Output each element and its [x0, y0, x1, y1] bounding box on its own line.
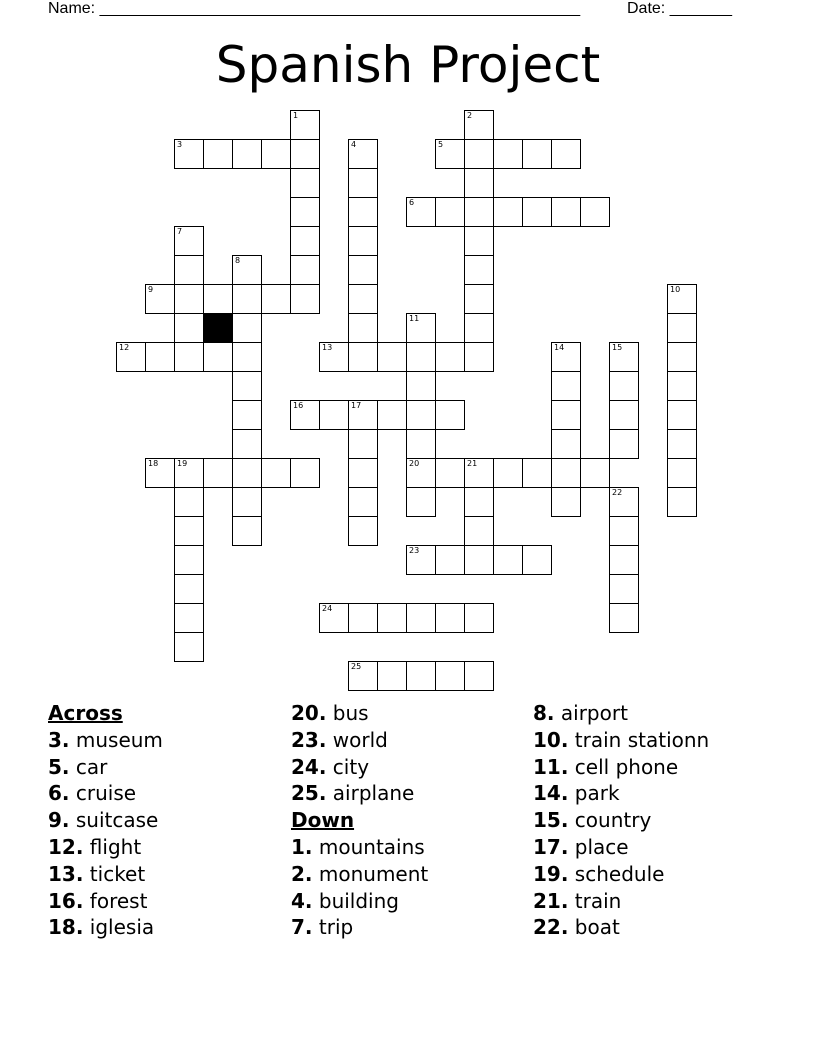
crossword-cell[interactable]: [348, 603, 378, 633]
crossword-cell[interactable]: [522, 458, 552, 488]
clue-item: [48, 807, 163, 834]
crossword-cell[interactable]: [232, 516, 262, 546]
clue-item: [291, 834, 428, 861]
crossword-cell[interactable]: [464, 661, 494, 691]
clue-heading: Across: [48, 701, 123, 725]
crossword-cell[interactable]: [174, 487, 204, 517]
crossword-cell[interactable]: [348, 197, 378, 227]
crossword-cell[interactable]: [435, 342, 465, 372]
crossword-cell[interactable]: [261, 139, 291, 169]
clue-item-text: iglesia: [89, 915, 155, 940]
clue-item-number: 22.: [533, 915, 569, 940]
clue-item-number: 6.: [48, 781, 70, 806]
clue-item-text: schedule: [574, 861, 665, 886]
crossword-cell[interactable]: [232, 255, 262, 285]
crossword-cell[interactable]: [609, 516, 639, 546]
crossword-cell[interactable]: [319, 342, 349, 372]
clue-item-text: cruise: [75, 781, 137, 806]
crossword-cell[interactable]: [464, 487, 494, 517]
crossword-cell[interactable]: [145, 342, 175, 372]
crossword-cell[interactable]: [406, 400, 436, 430]
clue-item: [48, 888, 163, 915]
clue-item-number: 4.: [291, 888, 313, 913]
clue-item-number: 11.: [533, 754, 569, 779]
crossword-cell[interactable]: [348, 139, 378, 169]
crossword-cell[interactable]: [406, 545, 436, 575]
clue-item-number: 23.: [291, 727, 327, 752]
crossword-cell[interactable]: [609, 371, 639, 401]
crossword-cell[interactable]: [116, 342, 146, 372]
crossword-cell[interactable]: [348, 400, 378, 430]
clue-item: [291, 700, 428, 727]
crossword-cell[interactable]: [348, 284, 378, 314]
crossword-cell[interactable]: [493, 545, 523, 575]
crossword-cell[interactable]: [174, 516, 204, 546]
clue-number: 16: [293, 401, 304, 410]
clue-item: [48, 727, 163, 754]
crossword-cell[interactable]: [232, 487, 262, 517]
crossword-cell[interactable]: [435, 400, 465, 430]
clue-item-number: 24.: [291, 754, 327, 779]
crossword-cell[interactable]: [145, 284, 175, 314]
clue-number: 11: [409, 314, 420, 323]
crossword-cell[interactable]: [145, 458, 175, 488]
crossword-cell[interactable]: [464, 458, 494, 488]
clue-item-number: 3.: [48, 727, 70, 752]
clue-number: 1: [293, 111, 299, 120]
clue-item: [533, 727, 709, 754]
clue-item-text: city: [332, 754, 370, 779]
crossword-cell[interactable]: [551, 139, 581, 169]
crossword-cell[interactable]: [203, 139, 233, 169]
clue-item-text: park: [574, 781, 620, 806]
clue-heading: Down: [291, 808, 355, 833]
clue-item-text: car: [75, 754, 108, 779]
crossword-cell[interactable]: [348, 168, 378, 198]
clue-column-2: [291, 700, 428, 941]
crossword-cell[interactable]: [348, 226, 378, 256]
crossword-cell[interactable]: [203, 458, 233, 488]
crossword-cell[interactable]: [261, 284, 291, 314]
crossword-cell[interactable]: [406, 371, 436, 401]
crossword-cell[interactable]: [609, 545, 639, 575]
crossword-cell[interactable]: [667, 313, 697, 343]
crossword-cell[interactable]: [348, 661, 378, 691]
clue-item: [291, 914, 428, 941]
clue-item-text: mountains: [318, 834, 425, 859]
crossword-cell[interactable]: [609, 487, 639, 517]
crossword-cell[interactable]: [464, 139, 494, 169]
clue-number: 4: [351, 140, 357, 149]
crossword-cell[interactable]: [667, 458, 697, 488]
crossword-cell[interactable]: [406, 429, 436, 459]
crossword-cell[interactable]: [464, 313, 494, 343]
crossword-cell[interactable]: [435, 545, 465, 575]
crossword-cell[interactable]: [290, 110, 320, 140]
crossword-cell[interactable]: [435, 139, 465, 169]
crossword-cell[interactable]: [174, 139, 204, 169]
clue-item-text: trip: [318, 915, 354, 940]
clue-number: 21: [467, 459, 478, 468]
crossword-cell[interactable]: [464, 545, 494, 575]
clue-item-text: cell phone: [574, 754, 679, 779]
clue-item-number: 21.: [533, 888, 569, 913]
crossword-cell[interactable]: [667, 342, 697, 372]
clue-item: [48, 834, 163, 861]
crossword-cell[interactable]: [174, 226, 204, 256]
clue-item-text: bus: [332, 701, 369, 725]
crossword-cell[interactable]: [406, 661, 436, 691]
clue-number: 2: [467, 111, 473, 120]
clue-item-number: 16.: [48, 888, 84, 913]
crossword-cell[interactable]: [319, 603, 349, 633]
clue-item-text: train: [574, 888, 622, 913]
clue-number: 15: [612, 343, 623, 352]
crossword-cell[interactable]: [232, 400, 262, 430]
clue-item-number: 15.: [533, 808, 569, 833]
crossword-cell[interactable]: [609, 400, 639, 430]
clue-item: [533, 888, 709, 915]
clue-number: 20: [409, 459, 420, 468]
crossword-cell[interactable]: [580, 197, 610, 227]
clue-item-text: world: [332, 727, 388, 752]
clue-item-text: forest: [89, 888, 148, 913]
crossword-cell[interactable]: [174, 313, 204, 343]
crossword-cell[interactable]: [377, 661, 407, 691]
crossword-cell[interactable]: [377, 400, 407, 430]
crossword-cell[interactable]: [464, 603, 494, 633]
crossword-cell[interactable]: [174, 603, 204, 633]
clue-item-text: museum: [75, 727, 163, 752]
crossword-cell[interactable]: [232, 284, 262, 314]
crossword-cell[interactable]: [174, 574, 204, 604]
clue-number: 5: [438, 140, 444, 149]
crossword-cell[interactable]: [290, 197, 320, 227]
crossword-cell[interactable]: [551, 371, 581, 401]
date-field-label: Date: _______: [627, 0, 732, 17]
crossword-cell[interactable]: [290, 458, 320, 488]
clue-item: [48, 914, 163, 941]
crossword-cell[interactable]: [348, 342, 378, 372]
clue-item-number: 5.: [48, 754, 70, 779]
crossword-cell[interactable]: [551, 458, 581, 488]
crossword-cell[interactable]: [667, 371, 697, 401]
clue-number: 19: [177, 459, 188, 468]
clue-number: 12: [119, 343, 130, 352]
crossword-cell[interactable]: [464, 516, 494, 546]
crossword-cell[interactable]: [522, 545, 552, 575]
clue-item: [533, 754, 709, 781]
clue-item: [533, 807, 709, 834]
crossword-cell[interactable]: [290, 284, 320, 314]
crossword-cell[interactable]: [551, 197, 581, 227]
crossword-cell[interactable]: [174, 255, 204, 285]
crossword-cell[interactable]: [551, 400, 581, 430]
clue-item: [291, 888, 428, 915]
crossword-cell[interactable]: [580, 458, 610, 488]
page-title: Spanish Project: [215, 36, 601, 94]
clue-item-number: 9.: [48, 808, 70, 833]
clue-item-number: 1.: [291, 834, 313, 859]
clue-item: [291, 754, 428, 781]
crossword-cell[interactable]: [406, 313, 436, 343]
crossword-cell[interactable]: [406, 458, 436, 488]
crossword-cell[interactable]: [203, 342, 233, 372]
crossword-cell[interactable]: [232, 429, 262, 459]
crossword-cell[interactable]: [406, 603, 436, 633]
crossword-cell[interactable]: [522, 139, 552, 169]
clue-item: [291, 727, 428, 754]
crossword-cell[interactable]: [464, 226, 494, 256]
crossword-cell[interactable]: [261, 458, 291, 488]
clue-item-number: 17.: [533, 834, 569, 859]
clue-number: 6: [409, 198, 415, 207]
clue-item-number: 25.: [291, 781, 327, 806]
crossword-cell[interactable]: [435, 661, 465, 691]
crossword-cell[interactable]: [435, 603, 465, 633]
crossword-cell[interactable]: [290, 255, 320, 285]
clue-item-number: 8.: [533, 701, 555, 725]
crossword-cell[interactable]: [667, 400, 697, 430]
clue-number: 25: [351, 662, 362, 671]
crossword-cell[interactable]: [667, 284, 697, 314]
crossword-cell[interactable]: [174, 632, 204, 662]
crossword-cell[interactable]: [551, 342, 581, 372]
clue-item: [48, 861, 163, 888]
clue-number: 7: [177, 227, 183, 236]
crossword-cell[interactable]: [232, 371, 262, 401]
crossword-cell[interactable]: [232, 313, 262, 343]
crossword-cell[interactable]: [377, 603, 407, 633]
crossword-cell[interactable]: [348, 458, 378, 488]
clue-item: [533, 834, 709, 861]
clue-number: 3: [177, 140, 183, 149]
clue-item-number: 10.: [533, 727, 569, 752]
clue-item-number: 19.: [533, 861, 569, 886]
crossword-cell[interactable]: [174, 342, 204, 372]
crossword-cell[interactable]: [493, 139, 523, 169]
clue-item-text: boat: [574, 915, 620, 940]
crossword-cell[interactable]: [232, 139, 262, 169]
clue-item: [291, 780, 428, 807]
clue-item-number: 13.: [48, 861, 84, 886]
clue-column-1: [48, 700, 163, 941]
clue-item-text: monument: [318, 861, 429, 886]
clue-item: [533, 700, 709, 727]
clue-item-text: place: [574, 834, 629, 859]
clue-number: 22: [612, 488, 623, 497]
crossword-cell[interactable]: [290, 168, 320, 198]
clue-item-text: suitcase: [75, 808, 159, 833]
crossword-cell[interactable]: [464, 110, 494, 140]
crossword-cell[interactable]: [348, 313, 378, 343]
clue-item-text: flight: [89, 834, 142, 859]
crossword-cell[interactable]: [348, 516, 378, 546]
crossword-cell[interactable]: [319, 400, 349, 430]
crossword-cell[interactable]: [174, 545, 204, 575]
crossword-cell[interactable]: [406, 487, 436, 517]
crossword-cell[interactable]: [290, 226, 320, 256]
clue-item: [533, 914, 709, 941]
crossword-cell[interactable]: [464, 284, 494, 314]
crossword-cell[interactable]: [609, 342, 639, 372]
clue-item-text: airplane: [332, 781, 415, 806]
clue-number: 23: [409, 546, 420, 555]
clue-item-text: airport: [560, 701, 628, 725]
black-square: [203, 313, 233, 343]
clue-number: 24: [322, 604, 333, 613]
clue-item-number: 14.: [533, 781, 569, 806]
crossword-cell[interactable]: [348, 487, 378, 517]
crossword-cell[interactable]: [464, 197, 494, 227]
clue-item-number: 12.: [48, 834, 84, 859]
crossword-cell[interactable]: [290, 400, 320, 430]
crossword-cell[interactable]: [435, 197, 465, 227]
clue-item: [291, 861, 428, 888]
clue-item: [533, 780, 709, 807]
crossword-cell[interactable]: [348, 429, 378, 459]
crossword-cell[interactable]: [232, 342, 262, 372]
clue-item-number: 18.: [48, 915, 84, 940]
crossword-cell[interactable]: [667, 429, 697, 459]
crossword-cell[interactable]: [290, 139, 320, 169]
crossword-cell[interactable]: [232, 458, 262, 488]
clue-item-text: ticket: [89, 861, 146, 886]
crossword-cell[interactable]: [667, 487, 697, 517]
crossword-cell[interactable]: [406, 197, 436, 227]
clue-item-number: 20.: [291, 701, 327, 725]
crossword-cell[interactable]: [406, 342, 436, 372]
crossword-cell[interactable]: [609, 429, 639, 459]
crossword-cell[interactable]: [464, 342, 494, 372]
crossword-cell[interactable]: [493, 197, 523, 227]
crossword-cell[interactable]: [174, 284, 204, 314]
name-field-label: Name: ______________________________________________________: [48, 0, 581, 17]
clue-item: [48, 754, 163, 781]
crossword-cell[interactable]: [493, 458, 523, 488]
crossword-cell[interactable]: [203, 284, 233, 314]
clue-number: 17: [351, 401, 362, 410]
clue-number: 18: [148, 459, 159, 468]
crossword-cell[interactable]: [609, 603, 639, 633]
clue-item: [48, 780, 163, 807]
crossword-cell[interactable]: [377, 342, 407, 372]
clue-item-text: train stationn: [574, 727, 710, 752]
crossword-cell[interactable]: [551, 429, 581, 459]
crossword-cell[interactable]: [551, 487, 581, 517]
clue-item-number: 7.: [291, 915, 313, 940]
crossword-cell[interactable]: [435, 458, 465, 488]
clue-item: [533, 861, 709, 888]
crossword-cell[interactable]: [609, 574, 639, 604]
clue-number: 8: [235, 256, 241, 265]
clue-number: 14: [554, 343, 565, 352]
clue-column-3: [533, 700, 709, 941]
clue-item-number: 2.: [291, 861, 313, 886]
clue-item-text: building: [318, 888, 399, 913]
crossword-cell[interactable]: [522, 197, 552, 227]
clue-number: 13: [322, 343, 333, 352]
clue-number: 10: [670, 285, 681, 294]
crossword-cell[interactable]: [464, 255, 494, 285]
crossword-cell[interactable]: [174, 458, 204, 488]
crossword-cell[interactable]: [348, 255, 378, 285]
clue-number: 9: [148, 285, 154, 294]
crossword-cell[interactable]: [464, 168, 494, 198]
clue-item-text: country: [574, 808, 652, 833]
